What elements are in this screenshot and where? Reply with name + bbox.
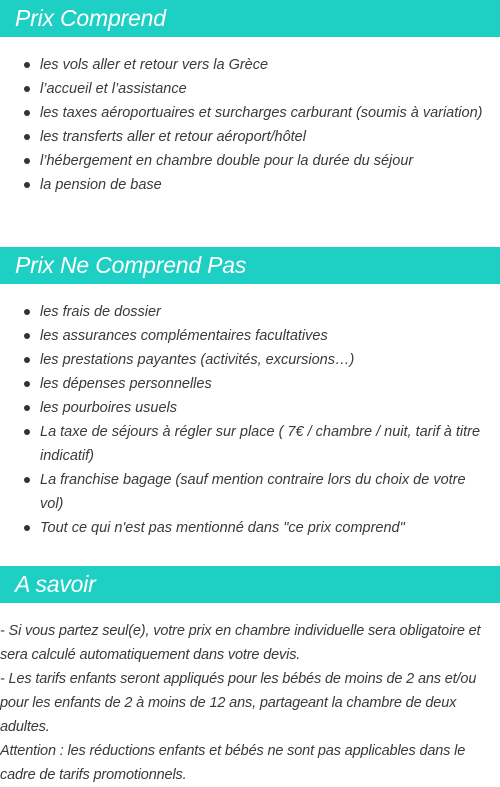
bullet-icon (24, 357, 30, 363)
list-item: l’hébergement en chambre double pour la durée du séjour (0, 149, 500, 173)
section-title-a-savoir: A savoir (15, 571, 96, 597)
bullet-icon (24, 429, 30, 435)
list-prix-ne-comprend-pas (0, 300, 500, 540)
list-item: les transferts aller et retour aéroport/hôtel (0, 125, 500, 149)
list-item: les taxes aéroportuaires et surcharges carburant (soumis à variation) (0, 101, 500, 125)
list-prix-comprend (0, 53, 500, 197)
section-header-prix-comprend (0, 0, 500, 37)
list-item: les pourboires usuels (0, 396, 500, 420)
a-savoir-paragraph: Attention : les réductions enfants et bébés ne sont pas applicables dans le cadre de tarifs promotionnels. (0, 743, 466, 783)
bullet-icon (24, 381, 30, 387)
a-savoir-paragraph: - Si vous partez seul(e), votre prix en chambre individuelle sera obligatoire et sera calculé automatiquement dans votre devis. (0, 623, 481, 663)
section-header-a-savoir (0, 566, 500, 603)
bullet-icon (24, 62, 30, 68)
bullet-icon (24, 182, 30, 188)
list-item: les vols aller et retour vers la Grèce (0, 53, 500, 77)
bullet-icon (24, 477, 30, 483)
a-savoir-text (0, 619, 500, 787)
bullet-icon (24, 86, 30, 92)
bullet-icon (24, 134, 30, 140)
bullet-icon (24, 525, 30, 531)
a-savoir-paragraph: - Les tarifs enfants seront appliqués pour les bébés de moins de 2 ans et/ou pour les enfants de 2 à moins de 12 ans, partageant la chambre de deux adultes. (0, 671, 477, 735)
section-header-prix-ne-comprend-pas (0, 247, 500, 284)
list-item: la pension de base (0, 173, 500, 197)
section-title-prix-ne-comprend-pas: Prix Ne Comprend Pas (15, 252, 247, 278)
list-item: les frais de dossier (0, 300, 500, 324)
list-item: les dépenses personnelles (0, 372, 500, 396)
bullet-icon (24, 158, 30, 164)
section-title-prix-comprend: Prix Comprend (15, 5, 166, 31)
list-item: La franchise bagage (sauf mention contraire lors du choix de votre vol) (0, 468, 500, 516)
list-item: les prestations payantes (activités, excursions…) (0, 348, 500, 372)
bullet-icon (24, 110, 30, 116)
bullet-icon (24, 333, 30, 339)
list-item: La taxe de séjours à régler sur place ( 7€ / chambre / nuit, tarif à titre indicatif) (0, 420, 500, 468)
list-item: les assurances complémentaires facultatives (0, 324, 500, 348)
bullet-icon (24, 405, 30, 411)
bullet-icon (24, 309, 30, 315)
list-item: Tout ce qui n'est pas mentionné dans "ce prix comprend" (0, 516, 500, 540)
list-item: l’accueil et l’assistance (0, 77, 500, 101)
